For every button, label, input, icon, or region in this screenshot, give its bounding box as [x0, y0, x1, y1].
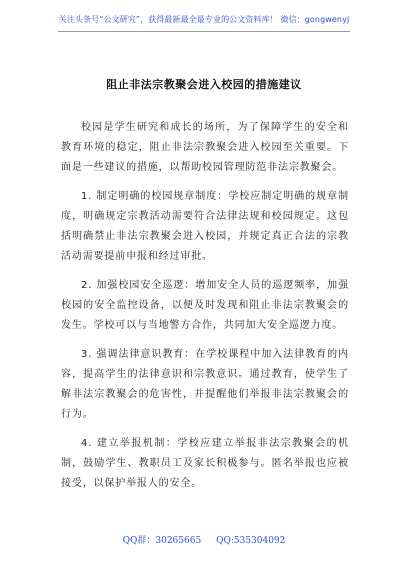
footer-qq-group: QQ群：30265665 [122, 536, 202, 546]
paragraph-item-2: 2. 加强校园安全巡逻：增加安全人员的巡逻频率，加强校园的安全监控设备，以便及时发现和阻止非法宗教聚会的发生。学校可以与当地警方合作，共同加大安全巡逻力度。 [61, 280, 349, 331]
header-banner: 关注头条号“公文研究”，获得最新最全最专业的公文资料库！ 微信：gongwenyj [58, 15, 350, 24]
header-divider [58, 31, 350, 32]
page-title: 阻止非法宗教聚会进入校园的措施建议 [106, 78, 302, 91]
footer-contacts [0, 533, 408, 546]
footer-qq: QQ:535304092 [216, 536, 286, 546]
paragraph-item-1: 1. 制定明确的校园规章制度：学校应制定明确的规章制度，明确规定宗教活动需要符合法律法规和校园规定。这包括明确禁止非法宗教聚会进入校园，并规定真正合法的宗教活动需要提前申报和经过审批。 [61, 191, 349, 262]
paragraph-item-4: 4. 建立举报机制：学校应建立举报非法宗教聚会的机制，鼓励学生、教职员工及家长积极参与。匿名举报也应被接受，以保护举报人的安全。 [61, 438, 349, 489]
paragraph-item-3: 3. 强调法律意识教育：在学校课程中加入法律教育的内容，提高学生的法律意识和宗教意识。通过教育，使学生了解非法宗教聚会的危害性，并提醒他们举报非法宗教聚会的行为。 [61, 349, 349, 420]
document-body [61, 118, 349, 503]
paragraph-intro: 校园是学生研究和成长的场所，为了保障学生的安全和教育环境的稳定，阻止非法宗教聚会进入校园至关重要。下面是一些建议的措施，以帮助校园管理防范非法宗教聚会。 [61, 122, 349, 173]
